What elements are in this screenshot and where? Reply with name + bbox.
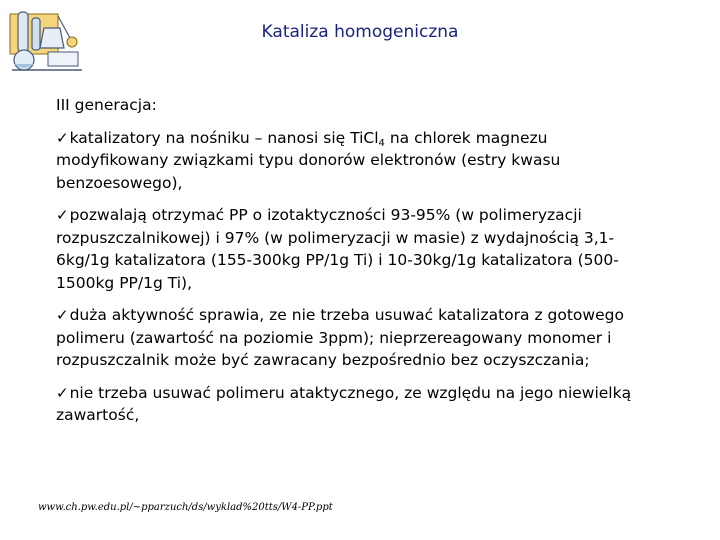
checkmark-icon: ✓ (56, 306, 69, 324)
laboratory-apparatus-icon (8, 8, 86, 76)
bullet-text: pozwalają otrzymać PP o izotaktyczności 93-95% (w polimeryzacji rozpuszczalnikowej) i 97% (w polimeryzacji w masie) z wydajnością 3,1-6kg/1g katalizatora (155-300kg PP/1g Ti) i 10-30kg/1g katalizatora (500-1500kg PP/1g Ti), (56, 206, 619, 292)
checkmark-icon: ✓ (56, 383, 69, 402)
slide-title: Kataliza homogeniczna (261, 22, 459, 42)
section-heading: III generacja: (56, 96, 157, 114)
bullet-text: katalizatory na nośniku – nanosi się TiCl (69, 128, 379, 147)
bullet-text: nie trzeba usuwać polimeru ataktycznego, ze względu na jego niewielką zawartość, (56, 383, 632, 424)
checkmark-icon: ✓ (56, 128, 69, 147)
bullet-text: na chlorek magnezu modyfikowany związkami typu donorów elektronów (estry kwasu benzoesowego), (56, 128, 561, 192)
bullet-item (56, 127, 662, 195)
checkmark-icon: ✓ (56, 206, 69, 224)
bullet-subscript: 4 (378, 137, 385, 149)
bullet-text: duża aktywność sprawia, ze nie trzeba usuwać katalizatora z gotowego polimeru (zawartość na poziomie 3ppm); nieprzereagowany monomer i rozpuszczalnik może być zawracany bezpośrednio bez oczyszczania; (56, 306, 624, 369)
bullet-item (56, 204, 662, 294)
slide-body (56, 94, 662, 437)
bullet-item (56, 382, 662, 427)
bullet-item (56, 304, 662, 372)
source-url: www.ch.pw.edu.pl/~pparzuch/ds/wyklad%20tts/W4-PP.ppt (38, 502, 333, 513)
